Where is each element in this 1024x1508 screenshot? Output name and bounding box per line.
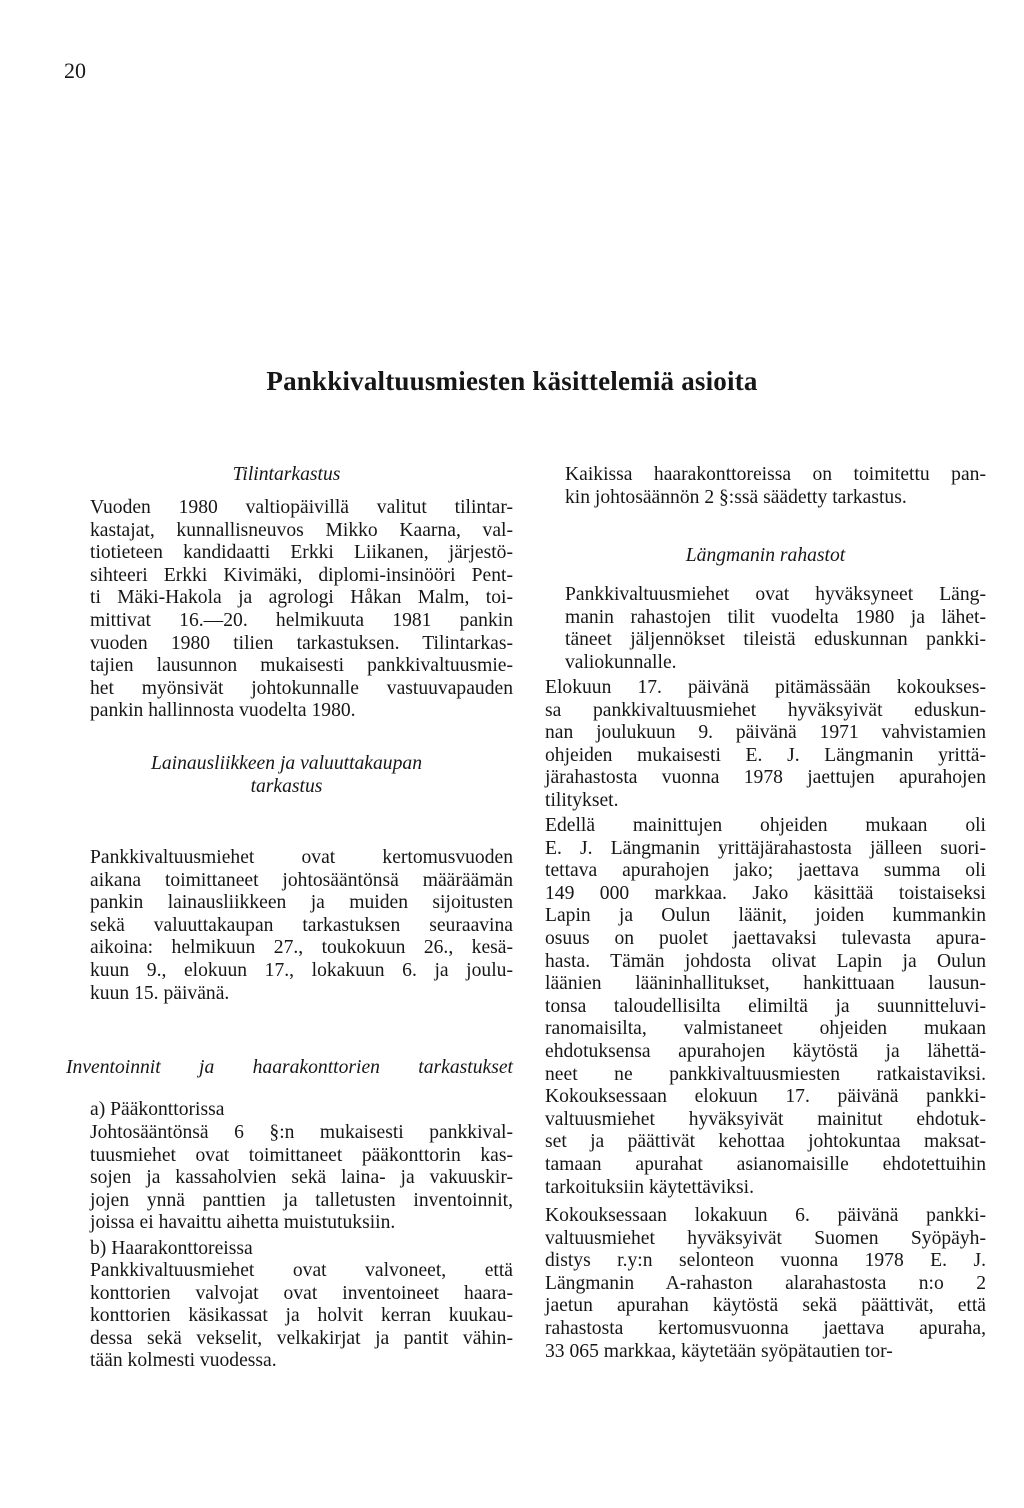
text-line: jojen ynnä panttien ja talletusten inventoinnit, [90, 1189, 513, 1211]
paragraph-yrittajarahasto [545, 815, 986, 1199]
text-line: tamaan apurahat asianomaisille ehdotettuihin [545, 1153, 986, 1175]
text-line: Kaikissa haarakonttoreissa on toimitettu pan- [565, 464, 986, 485]
text-line: tuusmiehet ovat toimittaneet pääkonttorin kas- [90, 1144, 513, 1166]
text-line: sojen ja kassaholvien sekä laina- ja vakuuskir- [90, 1167, 513, 1189]
text-line: valtuusmiehet hyväksyivät Suomen Syöpäyh- [545, 1227, 986, 1249]
text-line: set ja päättivät kehottaa johtokuntaa maksat- [545, 1131, 986, 1153]
paragraph-elokuun-kokous [545, 677, 986, 813]
heading-lainausliike-line2: tarkastus [250, 776, 323, 797]
text-line: osuus on puolet jaettavaksi tulevasta apura- [545, 927, 986, 949]
heading-tilintarkastus: Tilintarkastus [232, 464, 341, 485]
text-line: sekä valuuttakaupan tarkastuksen seuraavina [90, 914, 513, 936]
text-line: valiokunnalle. [565, 651, 677, 673]
text-line: distys r.y:n selonteon vuonna 1978 E. J. [545, 1250, 986, 1272]
text-line: tilitykset. [545, 789, 619, 811]
text-line: tettava apurahojen jako; jaettava summa oli [545, 860, 986, 882]
text-line: nan joulukuun 9. päivänä 1971 vahvistamien [545, 722, 986, 744]
text-line: tajien lausunnon mukaisesti pankkivaltuusmie- [90, 655, 513, 677]
text-line: konttorien valvojat ovat inventoineet haara- [90, 1282, 513, 1304]
text-line: E. J. Längmanin yrittäjärahastosta jälleen suori- [545, 837, 986, 859]
text-line: pankin hallinnosta vuodelta 1980. [90, 700, 356, 722]
text-line: Elokuun 17. päivänä pitämässään kokoukses- [545, 677, 986, 698]
text-line: tään kolmesti vuodessa. [90, 1350, 277, 1372]
text-line: neet ne pankkivaltuusmiesten ratkaistaviksi. [545, 1063, 986, 1085]
paragraph-lokakuun-kokous [545, 1205, 986, 1363]
text-line: kuun 15. päivänä. [90, 982, 230, 1004]
text-line: tiotieteen kandidaatti Erkki Liikanen, järjestö- [90, 542, 513, 564]
text-line: tonsa taloudellisilta elimiltä ja suunnitteluvi- [545, 995, 986, 1017]
text-line: manin rahastojen tilit vuodelta 1980 ja lähet- [565, 606, 986, 628]
text-line: Kokouksessaan lokakuun 6. päivänä pankki- [545, 1205, 986, 1226]
page-number: 20 [64, 58, 86, 83]
text-line: ti Mäki-Hakola ja agrologi Håkan Malm, toi- [90, 587, 513, 609]
text-line: Lapin ja Oulun läänit, joiden kummankin [545, 905, 986, 927]
subheading-haarakonttoreissa: b) Haarakonttoreissa [90, 1238, 253, 1259]
heading-lainausliike-line1: Lainausliikkeen ja valuuttakaupan [150, 753, 422, 774]
paragraph-tilintarkastus [90, 497, 513, 723]
text-line: vuoden 1980 tilien tarkastuksen. Tilintarkas- [90, 632, 513, 654]
page-title: Pankkivaltuusmiesten käsittelemiä asioita [266, 366, 758, 396]
paragraph-haarakonttoreissa [90, 1260, 513, 1373]
text-line: järahastosta vuonna 1978 jaettujen apurahojen [545, 767, 986, 789]
heading-langmanin-rahastot: Längmanin rahastot [685, 545, 846, 566]
text-line: 33 065 markkaa, käytetään syöpätautien tor- [545, 1340, 893, 1362]
text-line: Längmanin A-rahaston alarahastosta n:o 2 [545, 1272, 986, 1294]
text-line: läänien lääninhallitukset, hankittuaan lausun- [545, 973, 986, 995]
text-line: konttorien käsikassat ja holvit kerran kuukau- [90, 1305, 513, 1327]
text-line: aikana toimittaneet johtosääntönsä määräämän [90, 869, 513, 891]
text-line: valtuusmiehet hyväksyivät mainitut ehdotuk- [545, 1108, 986, 1130]
heading-inventoinnit [66, 1057, 513, 1080]
text-line: Pankkivaltuusmiehet ovat valvoneet, että [90, 1260, 513, 1281]
text-line: hasta. Tämän johdosta olivat Lapin ja Oulun [545, 950, 986, 972]
text-line: kastajat, kunnallisneuvos Mikko Kaarna, val- [90, 519, 513, 541]
text-line: täneet jäljennökset tileistä eduskunnan pankki- [565, 629, 986, 651]
text-line: 149 000 markkaa. Jako käsittää toistaiseksi [545, 882, 986, 904]
text-line: Pankkivaltuusmiehet ovat hyväksyneet Läng- [565, 584, 986, 605]
paragraph-haarakonttorit-tarkastus [565, 464, 986, 509]
heading-inventoinnit-text: Inventoinnit ja haarakonttorien tarkastukset [66, 1057, 513, 1078]
text-line: Pankkivaltuusmiehet ovat kertomusvuoden [90, 847, 513, 868]
text-line: Kokouksessaan elokuun 17. päivänä pankki- [545, 1086, 986, 1108]
text-line: mittivat 16.—20. helmikuuta 1981 pankin [90, 609, 513, 631]
text-line: Vuoden 1980 valtiopäivillä valitut tilintar- [90, 497, 513, 518]
text-line: het myönsivät johtokunnalle vastuuvapauden [90, 677, 513, 699]
text-line: pankin lainausliikkeen ja muiden sijoitusten [90, 892, 513, 914]
text-line: Johtosääntönsä 6 §:n mukaisesti pankkival- [90, 1122, 513, 1143]
text-line: kin johtosäännön 2 §:ssä säädetty tarkastus. [565, 486, 907, 508]
text-line: dessa sekä vekselit, velkakirjat ja pantit vähin- [90, 1327, 513, 1349]
text-line: jaetun apurahan käytöstä sekä päättivät, että [545, 1295, 986, 1317]
text-line: ohjeiden mukaisesti E. J. Längmanin yrittä- [545, 744, 986, 766]
text-line: aikoina: helmikuun 27., toukokuun 26., kesä- [90, 937, 513, 959]
text-line: ehdotuksensa apurahojen käytöstä ja lähettä- [545, 1040, 986, 1062]
text-line: sa pankkivaltuusmiehet hyväksyivät eduskun- [545, 699, 986, 721]
text-line: kuun 9., elokuun 17., lokakuun 6. ja joulu- [90, 959, 513, 981]
text-line: tarkoituksiin käytettäviksi. [545, 1176, 754, 1198]
paragraph-rahastojen-tilit [565, 584, 986, 674]
text-line: joissa ei havaittu aihetta muistutuksiin. [90, 1212, 396, 1234]
paragraph-paakonttorissa [90, 1122, 513, 1235]
text-line: ranomaisilta, valmistaneet ohjeiden mukaan [545, 1018, 986, 1040]
text-line: Edellä mainittujen ohjeiden mukaan oli [545, 815, 986, 836]
subheading-paakonttorissa: a) Pääkonttorissa [90, 1099, 225, 1120]
text-line: sihteeri Erkki Kivimäki, diplomi-insinööri Pent- [90, 564, 513, 586]
text-line: rahastosta kertomusvuonna jaettava apuraha, [545, 1317, 986, 1339]
paragraph-lainausliike [90, 847, 513, 1005]
